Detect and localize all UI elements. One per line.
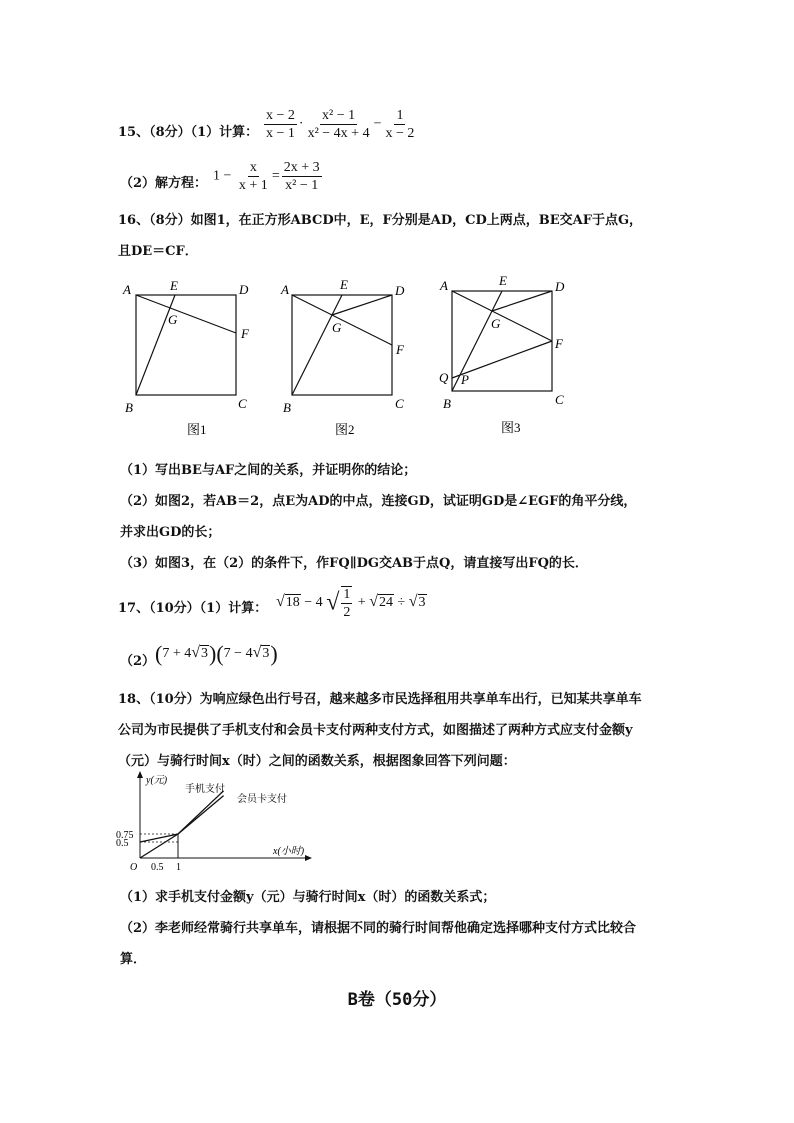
q15-eq-fr-num: 2x + 3	[283, 160, 320, 175]
figure-1	[122, 278, 250, 437]
q16-figures	[115, 272, 585, 442]
q15-fraction-2	[306, 108, 372, 141]
q17-half-num: 1	[343, 587, 351, 602]
q17-sqrt-24: 24	[379, 595, 394, 611]
q17-heading: 17、（10分）（1）计算：	[118, 601, 268, 616]
q16-sub1: （1）写出BE与AF之间的关系，并证明你的结论；	[120, 463, 417, 478]
q15-expression: $\frac{x - 2}{x - 1}$ · $\frac{\text{x² − 1}}{\text{x² − 4x + 4}}$ − $\frac{1}{x - 2}$	[266, 108, 415, 141]
q15-f1-den: x − 1	[266, 126, 295, 141]
origin-label: O	[130, 862, 138, 873]
q17-sqrt-3: 3	[418, 595, 426, 611]
q15-heading: 15、（8分）（1）计算：	[118, 125, 259, 140]
series-label-phone: 手机支付	[185, 784, 225, 795]
x-tick-label: 0.5	[151, 862, 164, 873]
q17-minus-4: − 4	[304, 595, 323, 611]
fig3-line-BE	[452, 291, 502, 391]
fig3-label-P: P	[461, 372, 469, 387]
q15-eq-fraction-left	[237, 160, 270, 193]
fig3-label-D: D	[555, 279, 565, 294]
y-axis-arrow	[137, 771, 143, 778]
q18-line1: 18、（10分）为响应绿色出行号召，越来越多市民选择租用共享单车出行，已知某共享单车	[118, 692, 642, 707]
fig2-line-AF	[292, 295, 392, 345]
figure-3	[439, 273, 565, 435]
x-axis-label: x(小时)	[273, 846, 305, 857]
fig1-caption: 图1	[187, 422, 207, 437]
q17-factor1: 7 + 4	[162, 646, 192, 662]
q18-line2: 公司为市民提供了手机支付和会员卡支付两种支付方式，如图描述了两种方式应支付金额y	[118, 723, 633, 738]
fig1-label-A: A	[123, 282, 131, 297]
fig1-label-B: B	[125, 400, 133, 415]
q18-sub2-line2: 算．	[120, 952, 147, 967]
q16-sub2-line1: （2）如图2，若AB＝2，点E为AD的中点，连接GD，试证明GD是∠EGF的角平分线，	[120, 494, 637, 509]
q17-factor1-root: 3	[201, 646, 209, 662]
q15-fraction-3	[383, 108, 416, 141]
q16-sub2-line2: 并求出GD的长；	[120, 525, 221, 540]
section-b-title: B卷（50分）	[347, 990, 447, 1010]
q15-f1-num: x − 2	[266, 108, 295, 123]
x-axis-arrow	[305, 855, 312, 861]
fig3-caption: 图3	[501, 420, 521, 435]
y-tick-label: 0.75	[116, 830, 134, 841]
fig2-label-F: F	[396, 342, 404, 357]
q18-sub1: （1）求手机支付金额y（元）与骑行时间x（时）的函数关系式；	[120, 890, 496, 905]
q17-sub2-label: （2）	[120, 654, 156, 669]
q16-line1: 16、（8分）如图1，在正方形ABCD中，E，F分别是AD，CD上两点，BE交AF于点G，	[118, 213, 643, 228]
fig1-label-E: E	[170, 278, 178, 293]
q17-product: (7 + 4√3)(7 − 4√3)	[155, 641, 278, 666]
q17-factor2: 7 − 4	[223, 646, 253, 662]
fig3-line-AF	[452, 291, 552, 341]
fig2-caption: 图2	[335, 422, 355, 437]
q15-equation: 1 − $\frac{x}{x + 1}$ = $\frac{2x + 3}{\text{x² − 1}}$	[213, 160, 320, 193]
q17-plus: +	[357, 595, 366, 611]
fig3-label-B: B	[443, 396, 451, 411]
q17-half-den: 2	[343, 605, 351, 620]
q15-eq-fl-num: x	[249, 160, 257, 175]
q16-sub3: （3）如图3，在（2）的条件下，作FQ∥DG交AB于点Q，请直接写出FQ的长．	[120, 556, 588, 571]
q15-sub2-label: （2）解方程：	[120, 176, 208, 191]
fig3-label-Q: Q	[439, 370, 449, 385]
q17-sqrt-18: 18	[285, 595, 300, 611]
fig1-line-BE	[136, 295, 175, 395]
q15-f3-num: 1	[396, 108, 404, 123]
fig2-label-D: D	[395, 283, 405, 298]
fig2-label-A: A	[281, 282, 289, 297]
fig3-label-E: E	[499, 273, 507, 288]
y-tick-label: 0.5	[116, 838, 129, 849]
q15-f2-den: x² − 4x + 4	[307, 126, 370, 141]
q18-line3: （元）与骑行时间x（时）之间的函数关系，根据图象回答下列问题：	[118, 754, 516, 769]
q17-divide: ÷	[397, 595, 406, 611]
fig3-label-C: C	[555, 392, 564, 407]
fig3-label-G: G	[491, 316, 501, 331]
y-axis-label: y(元)	[146, 775, 168, 786]
series-label-card: 会员卡支付	[237, 794, 287, 805]
q17-factor2-root: 3	[262, 646, 270, 662]
q15-eq-fr-den: x² − 1	[285, 178, 319, 193]
q16-line2: 且DE＝CF．	[118, 244, 198, 259]
fig3-label-F: F	[555, 336, 563, 351]
series-line-phone	[140, 791, 224, 858]
q15-fraction-1	[264, 108, 297, 141]
fig2-line-BE	[292, 295, 342, 395]
q18-payment-chart	[115, 770, 315, 880]
q15-eq-left: 1 −	[213, 168, 232, 184]
q17-expression: √18 − 4 √ $\frac{1}{2}$ + √24 ÷ √3	[276, 587, 426, 620]
fig1-label-C: C	[238, 396, 247, 411]
figure-2	[280, 277, 405, 437]
q15-eq-fl-den: x + 1	[238, 178, 268, 193]
fig2-label-G: G	[332, 320, 342, 335]
fig2-label-B: B	[283, 400, 291, 415]
fig3-label-A: A	[440, 278, 448, 293]
q18-sub2-line1: （2）李老师经常骑行共享单车，请根据不同的骑行时间帮他确定选择哪种支付方式比较合	[120, 921, 637, 936]
fig1-line-AF	[136, 295, 236, 333]
fig1-label-F: F	[241, 326, 249, 341]
fig2-label-C: C	[395, 396, 404, 411]
q15-eq-fraction-right	[282, 160, 322, 193]
q17-sqrt-half	[341, 586, 352, 620]
fig1-label-D: D	[239, 282, 249, 297]
fig1-square	[136, 295, 236, 395]
fig1-label-G: G	[168, 312, 178, 327]
fig2-square	[292, 295, 392, 395]
x-tick-label: 1	[176, 862, 181, 873]
fig2-label-E: E	[340, 277, 348, 292]
q15-f3-den: x − 2	[385, 126, 415, 141]
q15-f2-num: x² − 1	[322, 108, 356, 123]
